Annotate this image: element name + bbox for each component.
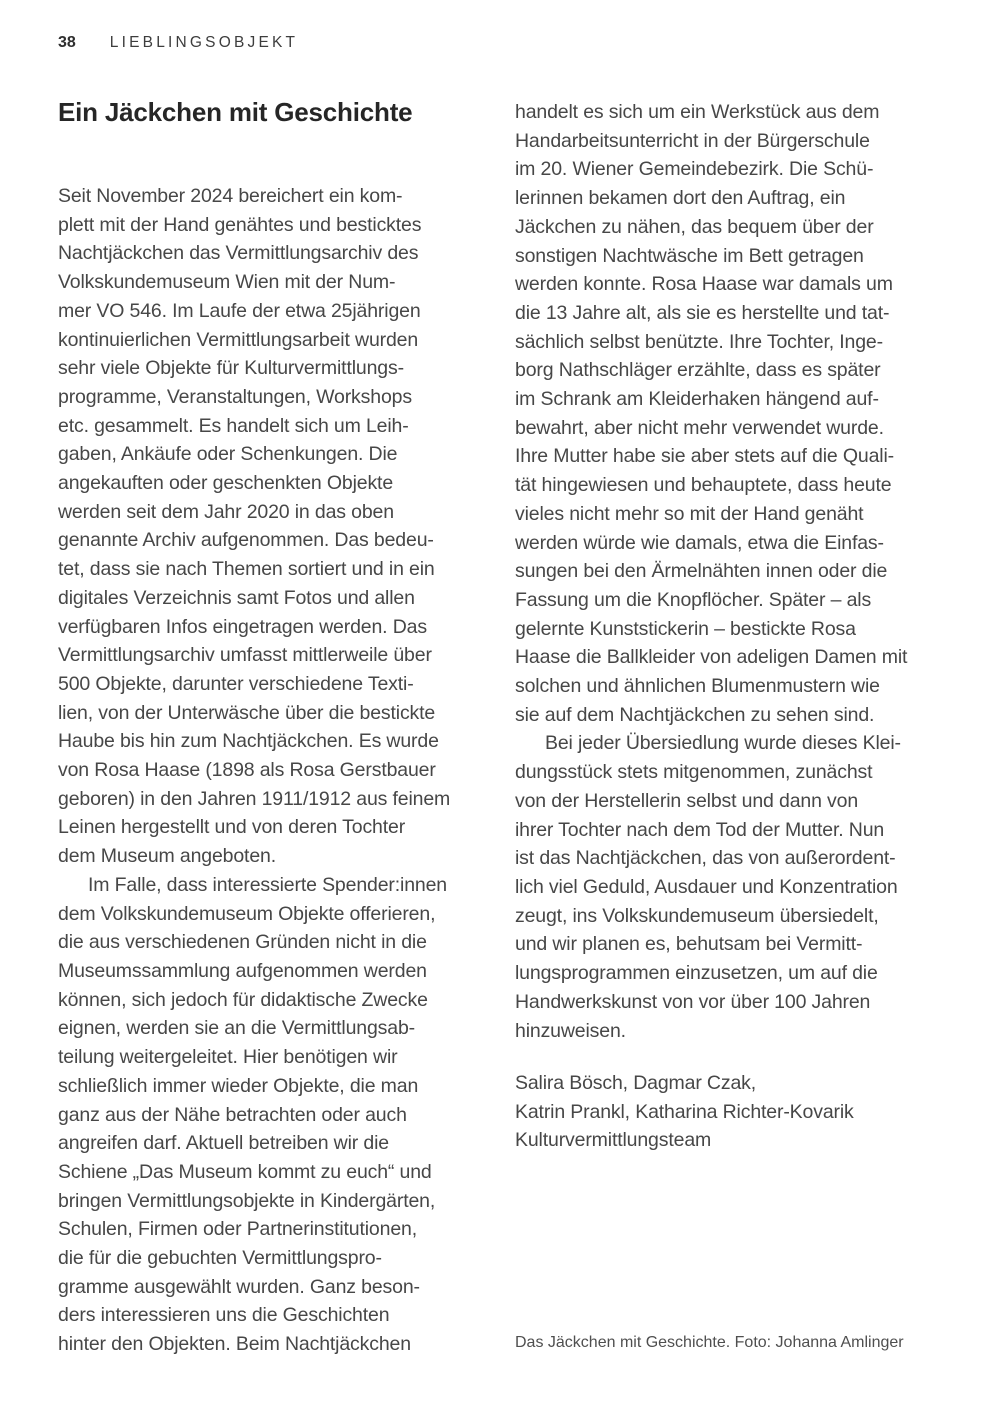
text-line: sungen bei den Ärmelnähten innen oder die [515, 560, 888, 583]
text-line: hinzuweisen. [515, 1019, 626, 1042]
text-line: digitales Verzeichnis samt Fotos und allen [58, 586, 415, 609]
text-line: plett mit der Hand genähtes und besticktes [58, 213, 422, 236]
text-line: Im Falle, dass interessierte Spender:innen [88, 873, 447, 896]
text-line: zeugt, ins Volkskundemuseum übersiedelt, [515, 904, 879, 927]
left-column [58, 182, 510, 1359]
text-line: lerinnen bekamen dort den Auftrag, ein [515, 187, 846, 210]
text-line: Salira Bösch, Dagmar Czak, [515, 1072, 757, 1094]
right-column [515, 98, 975, 1045]
text-line: Bei jeder Übersiedlung wurde dieses Klei- [545, 732, 901, 755]
text-line: Katrin Prankl, Katharina Richter-Kovarik [515, 1100, 854, 1123]
text-line: die für die gebuchten Vermittlungspro- [58, 1247, 382, 1270]
article-title: Ein Jäckchen mit Geschichte [58, 97, 413, 127]
text-line: Volkskundemuseum Wien mit der Num- [58, 271, 396, 294]
text-line: können, sich jedoch für didaktische Zwecke [58, 988, 428, 1011]
text-line: ders interessieren uns die Geschichten [58, 1304, 390, 1327]
text-line: tet, dass sie nach Themen sortiert und in ein [58, 558, 435, 581]
text-line: gaben, Ankäufe oder Schenkungen. Die [58, 443, 398, 466]
text-line: mer VO 546. Im Laufe der etwa 25jährigen [58, 299, 421, 322]
photo-caption: Das Jäckchen mit Geschichte. Foto: Johanna Amlinger [515, 1334, 904, 1351]
text-line: von der Herstellerin selbst und dann von [515, 789, 859, 812]
text-line: ist das Nachtjäckchen, das von außerordent- [515, 847, 896, 870]
text-line: Handarbeitsunterricht in der Bürgerschule [515, 129, 870, 152]
text-line: ihrer Tochter nach dem Tod der Mutter. Nun [515, 818, 885, 841]
text-line: Jäckchen zu nähen, das bequem über der [515, 215, 874, 238]
text-line: sie auf dem Nachtjäckchen zu sehen sind. [515, 703, 875, 726]
text-line: dungsstück stets mitgenommen, zunächst [515, 761, 873, 784]
text-line: Fassung um die Knopflöcher. Später – als [515, 588, 872, 611]
text-line: im Schrank am Kleiderhaken hängend auf- [515, 388, 879, 411]
text-line: Haube bis hin zum Nachtjäckchen. Es wurde [58, 730, 439, 753]
text-line: lungsprogrammen einzusetzen, um auf die [515, 962, 878, 985]
text-line: Haase die Ballkleider von adeligen Damen mit [515, 646, 908, 669]
text-line: schließlich immer wieder Objekte, die man [58, 1074, 419, 1097]
text-line: Handwerkskunst von vor über 100 Jahren [515, 990, 871, 1013]
text-line: werden konnte. Rosa Haase war damals um [515, 273, 893, 296]
text-line: werden seit dem Jahr 2020 in das oben [58, 500, 394, 523]
text-line: Museumssammlung aufgenommen werden [58, 959, 427, 982]
text-line: Nachtjäckchen das Vermittlungsarchiv des [58, 242, 419, 265]
text-line: von Rosa Haase (1898 als Rosa Gerstbauer [58, 759, 436, 782]
text-line: sehr viele Objekte für Kulturvermittlungs- [58, 357, 404, 380]
text-line: sächlich selbst benützte. Ihre Tochter, Inge- [515, 330, 883, 353]
section-label: LIEBLINGSOBJEKT [109, 34, 299, 51]
text-line: hinter den Objekten. Beim Nachtjäckchen [58, 1333, 411, 1356]
text-line: 500 Objekte, darunter verschiedene Texti- [58, 672, 414, 695]
text-line: teilung weitergeleitet. Hier benötigen wir [58, 1046, 398, 1069]
text-line: die 13 Jahre alt, als sie es herstellte und tat- [515, 301, 890, 324]
text-line: Seit November 2024 bereichert ein kom- [58, 185, 403, 207]
text-line: die aus verschiedenen Gründen nicht in die [58, 931, 427, 954]
text-line: Kulturvermittlungsteam [515, 1129, 712, 1152]
text-line: bewahrt, aber nicht mehr verwendet wurde. [515, 416, 884, 439]
text-line: Leinen hergestellt und von deren Tochter [58, 816, 406, 839]
text-line: Schiene „Das Museum kommt zu euch“ und [58, 1160, 432, 1183]
text-line: vieles nicht mehr so mit der Hand genäht [515, 502, 864, 525]
text-line: bringen Vermittlungsobjekte in Kindergärten, [58, 1189, 436, 1212]
text-line: geboren) in den Jahren 1911/1912 aus feinem [58, 787, 451, 810]
text-line: Schulen, Firmen oder Partnerinstitutionen, [58, 1218, 417, 1241]
text-line: und wir planen es, behutsam bei Vermitt- [515, 933, 863, 956]
text-line: verfügbaren Infos eingetragen werden. Das [58, 615, 427, 638]
text-line: Ihre Mutter habe sie aber stets auf die Quali- [515, 445, 894, 468]
text-line: genannte Archiv aufgenommen. Das bedeu- [58, 529, 434, 552]
text-line: dem Museum angeboten. [58, 845, 276, 868]
text-line: programme, Veranstaltungen, Workshops [58, 385, 412, 408]
text-line: angekauften oder geschenkten Objekte [58, 472, 394, 495]
text-line: tät hingewiesen und behauptete, dass heute [515, 474, 892, 497]
text-line: gramme ausgewählt wurden. Ganz beson- [58, 1275, 420, 1298]
text-line: solchen und ähnlichen Blumenmustern wie [515, 675, 880, 698]
text-line: ganz aus der Nähe betrachten oder auch [58, 1103, 407, 1126]
page-number: 38 [58, 34, 76, 51]
text-line: kontinuierlichen Vermittlungsarbeit wurden [58, 328, 419, 351]
text-line: Vermittlungsarchiv umfasst mittlerweile über [58, 644, 432, 667]
text-line: dem Volkskundemuseum Objekte offerieren, [58, 902, 436, 925]
text-line: lich viel Geduld, Ausdauer und Konzentration [515, 875, 898, 898]
text-line: angreifen darf. Aktuell betreiben wir die [58, 1132, 389, 1155]
page-header [58, 34, 298, 52]
text-line: werden würde wie damals, etwa die Einfas- [515, 531, 884, 554]
text-line: im 20. Wiener Gemeindebezirk. Die Schü- [515, 158, 874, 181]
text-line: sonstigen Nachtwäsche im Bett getragen [515, 244, 864, 267]
text-line: gelernte Kunststickerin – bestickte Rosa [515, 617, 856, 640]
text-line: borg Nathschläger erzählte, dass es später [515, 359, 881, 382]
text-line: lien, von der Unterwäsche über die bestickte [58, 701, 436, 724]
text-line: etc. gesammelt. Es handelt sich um Leih- [58, 414, 409, 437]
text-line: eignen, werden sie an die Vermittlungsab- [58, 1017, 415, 1040]
author-credits [515, 1069, 854, 1155]
text-line: handelt es sich um ein Werkstück aus dem [515, 101, 880, 123]
